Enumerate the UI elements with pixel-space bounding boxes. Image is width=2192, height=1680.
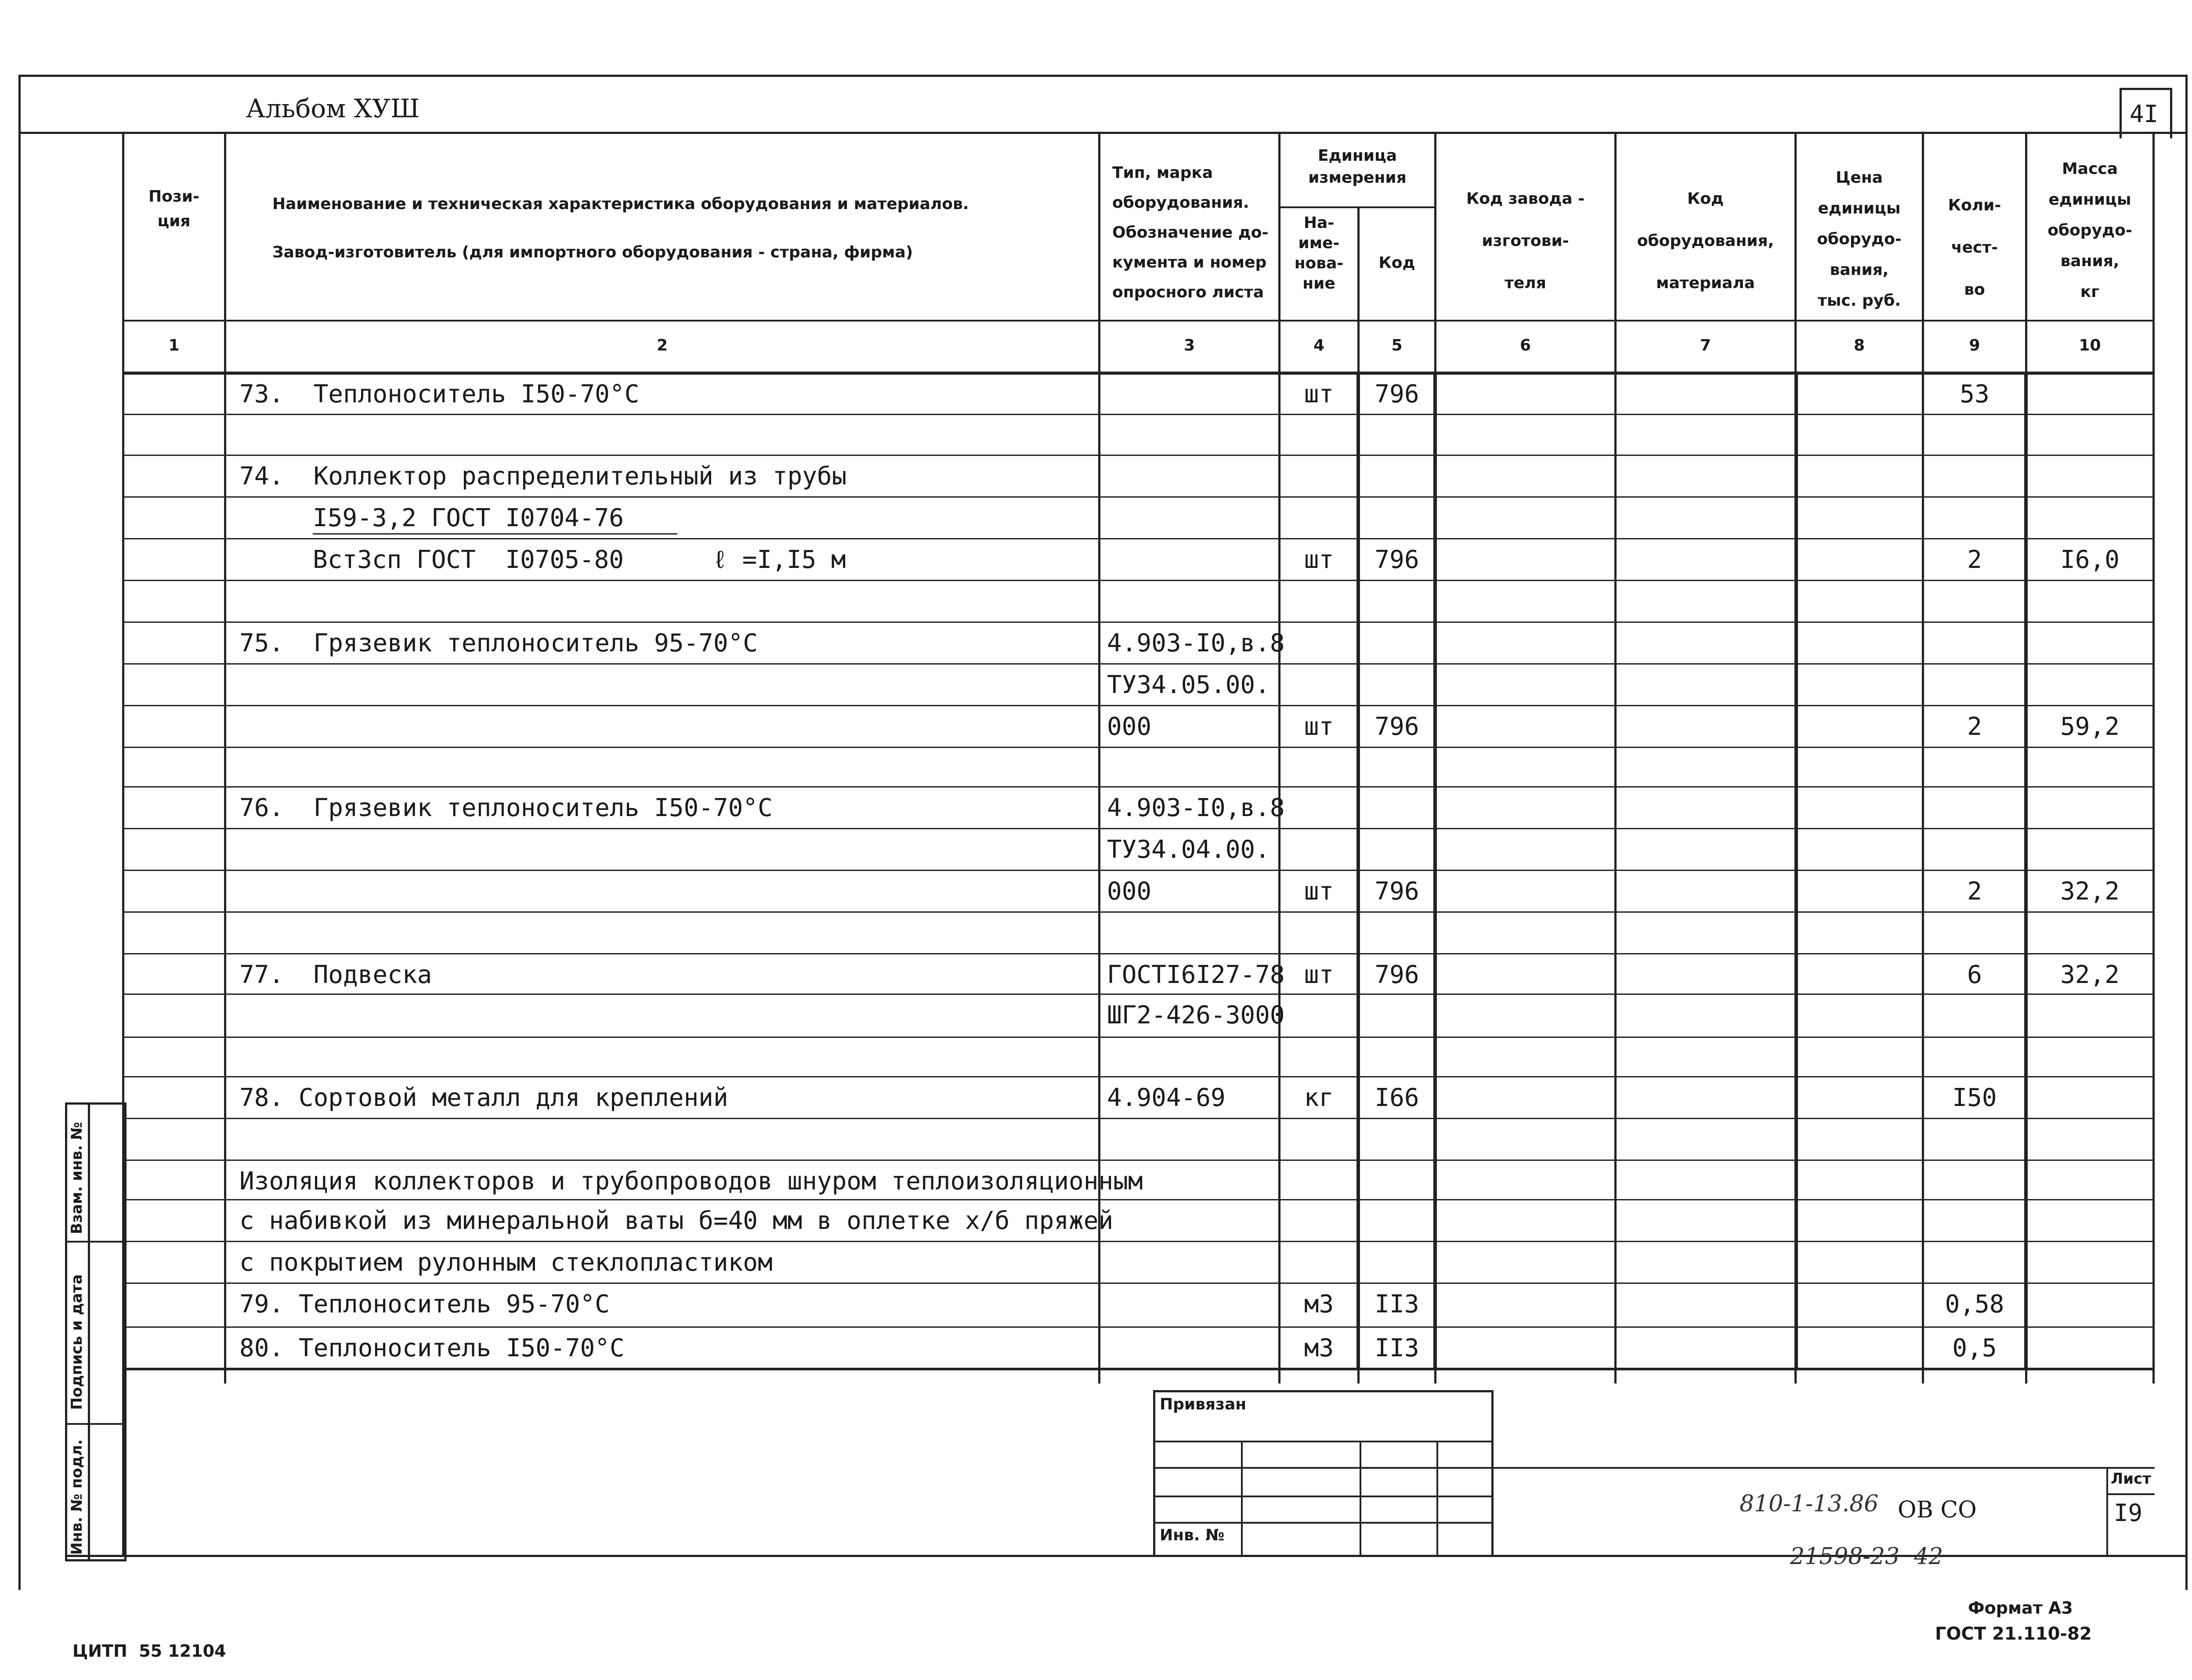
privyazan-line-2 — [1153, 1467, 1491, 1469]
row-doc: 000 — [1107, 712, 1152, 741]
row-line — [122, 621, 2155, 623]
row-name: 74. Коллектор распределительный из трубы — [239, 462, 847, 491]
sheet-label: Лист — [2111, 1470, 2151, 1488]
row-line — [122, 1118, 2155, 1119]
row-mass: 59,2 — [2060, 712, 2120, 741]
row-line — [122, 953, 2155, 954]
row-qty: 6 — [1967, 961, 1982, 989]
row-name: 77. Подвеска — [239, 961, 432, 989]
row-doc: ТУ34.05.00. — [1107, 671, 1270, 699]
row-doc: 000 — [1107, 877, 1152, 906]
item74-underline — [313, 533, 677, 535]
cipher-label: ЦИТП 55 12104 — [72, 1641, 226, 1661]
header-num-line — [122, 320, 2155, 322]
inv-no-label: Инв. № — [1160, 1526, 1225, 1544]
archive-number-handwritten: 21598-23 42 — [1790, 1543, 1943, 1570]
privyazan-line-1 — [1153, 1441, 1491, 1442]
privyazan-vline-1 — [1241, 1441, 1243, 1555]
row-line — [122, 1326, 2155, 1328]
row-code: 796 — [1375, 877, 1419, 906]
side-stamp-divider — [88, 1102, 90, 1559]
row-line — [122, 994, 2155, 995]
row-name: I59-3,2 ГОСТ I0704-76 — [313, 504, 624, 532]
top-sheet-number-box — [2120, 88, 2172, 138]
row-qty: 0,5 — [1952, 1334, 1997, 1362]
row-doc: 4.903-I0,в.8 — [1107, 629, 1285, 658]
row-line — [122, 496, 2155, 498]
row-unit: кг — [1304, 1084, 1334, 1112]
album-title: Альбом ХУШ — [246, 94, 420, 123]
stamp-right-top-line — [1489, 1467, 2155, 1469]
sheet-number: I9 — [2114, 1499, 2143, 1527]
row-doc: 4.903-I0,в.8 — [1107, 794, 1285, 822]
side-stamp-line-2 — [65, 1423, 124, 1425]
row-doc: ГОСТI6I27-78 — [1107, 961, 1285, 989]
row-line — [122, 663, 2155, 665]
row-line — [122, 455, 2155, 456]
row-mass: I6,0 — [2060, 546, 2120, 574]
col6-header: Код завода - изготови- теля — [1466, 190, 1585, 292]
unit-group-line — [1278, 206, 1436, 208]
row-unit: м3 — [1304, 1334, 1334, 1362]
row-unit: шт — [1304, 712, 1334, 741]
row-line — [122, 580, 2155, 581]
row-unit: шт — [1304, 877, 1334, 906]
row-qty: 53 — [1960, 380, 1989, 408]
frame-left-inner — [122, 1366, 124, 1557]
privyazan-line-3 — [1153, 1496, 1491, 1497]
row-qty: 0,58 — [1945, 1290, 2004, 1319]
row-line — [122, 786, 2155, 788]
row-code: I66 — [1375, 1084, 1419, 1112]
row-name: 80. Теплоноситель I50-70°С — [239, 1334, 625, 1362]
row-unit: шт — [1304, 380, 1334, 408]
side-stamp-vzam: Взам. инв. № — [68, 1122, 86, 1234]
row-qty: 2 — [1967, 877, 1982, 906]
row-qty: 2 — [1967, 546, 1982, 574]
row-line — [122, 1160, 2155, 1161]
heavy-line-qty-right — [2024, 372, 2028, 1369]
col9-num: 9 — [1969, 336, 1980, 354]
row-name: 75. Грязевик теплоноситель 95-70°С — [239, 629, 758, 658]
row-line — [122, 1283, 2155, 1284]
row-unit: м3 — [1304, 1290, 1334, 1319]
row-unit: шт — [1304, 546, 1334, 574]
privyazan-vline-2 — [1360, 1441, 1361, 1555]
col2-header: Наименование и техническая характеристика оборудования и материалов. Завод-изготовитель (для импортного оборудования - страна, фирма) — [272, 195, 969, 261]
privyazan-line-4 — [1153, 1522, 1491, 1524]
col3-num: 3 — [1183, 336, 1195, 354]
row-doc: 4.904-69 — [1107, 1084, 1226, 1112]
col10-num: 10 — [2079, 336, 2101, 354]
row-line — [122, 538, 2155, 539]
side-stamp-inv: Инв. № подл. — [68, 1439, 86, 1555]
privyazan-label: Привязан — [1160, 1395, 1247, 1413]
col8-num: 8 — [1853, 336, 1865, 354]
row-code: II3 — [1375, 1334, 1419, 1362]
row-line — [122, 870, 2155, 871]
table-bottom-line — [122, 1368, 2155, 1370]
row-qty: 2 — [1967, 712, 1982, 741]
row-line — [122, 414, 2155, 415]
col1-num: 1 — [168, 336, 180, 354]
heavy-line-qty-left — [1794, 372, 1798, 1369]
privyazan-vline-3 — [1436, 1441, 1438, 1555]
row-name: 76. Грязевик теплоноситель I50-70°С — [239, 794, 773, 822]
row-mass: 32,2 — [2060, 961, 2120, 989]
header-bottom-line — [122, 372, 2155, 375]
col5-num: 5 — [1391, 336, 1403, 354]
row-line — [122, 911, 2155, 913]
col2-num: 2 — [656, 336, 668, 354]
col9-header: Коли- чест- во — [1948, 196, 2001, 299]
row-name: Изоляция коллекторов и трубопроводов шнуром теплоизоляционным — [239, 1167, 1143, 1196]
row-name: 78. Сортовой металл для креплений — [239, 1084, 728, 1112]
col4-header: На- име- нова- ние — [1294, 214, 1344, 293]
col5-header: Код — [1378, 254, 1415, 272]
col10-header: Масса единицы оборудо- вания, кг — [2047, 160, 2132, 301]
heavy-line-code-left — [1356, 372, 1360, 1369]
row-unit: шт — [1304, 961, 1334, 989]
gost-label: ГОСТ 21.110-82 — [1935, 1624, 2092, 1644]
row-line — [122, 1241, 2155, 1242]
top-sheet-number: 4I — [2130, 100, 2159, 128]
side-stamp-line-1 — [65, 1241, 124, 1243]
row-code: 796 — [1375, 712, 1419, 741]
col7-num: 7 — [1700, 336, 1711, 354]
heavy-line-code-right — [1433, 372, 1437, 1369]
row-name: с покрытием рулонным стеклопластиком — [239, 1248, 773, 1277]
row-qty: I50 — [1952, 1084, 1997, 1112]
row-code: 796 — [1375, 961, 1419, 989]
row-mass: 32,2 — [2060, 877, 2120, 906]
col7-header: Код оборудования, материала — [1637, 190, 1774, 292]
col6-num: 6 — [1519, 336, 1531, 354]
doc-code-handwritten: 810-1-13.86 — [1740, 1491, 1879, 1517]
row-name: 73. Теплоноситель I50-70°С — [239, 380, 640, 408]
col3-header: Тип, марка оборудования. Обозначение до- кумента и номер опросного листа — [1112, 164, 1269, 301]
col4-num: 4 — [1313, 336, 1325, 354]
unit-group-header: Единица измерения — [1308, 147, 1407, 187]
row-line — [122, 1076, 2155, 1077]
row-name: с набивкой из минеральной ваты б=40 мм в оплетке х/б пряжей — [239, 1207, 1114, 1235]
col8-header: Цена единицы оборудо- вания, тыс. руб. — [1817, 169, 1902, 310]
row-code: 796 — [1375, 380, 1419, 408]
row-name: ВстЗсп ГОСТ I0705-80 ℓ =I,I5 м — [313, 546, 846, 574]
row-line — [122, 828, 2155, 829]
stamp-sheet-line — [2106, 1493, 2155, 1495]
format-label: Формат А3 — [1968, 1598, 2073, 1618]
row-doc: ТУ34.04.00. — [1107, 835, 1270, 864]
row-code: II3 — [1375, 1290, 1419, 1319]
col1-header: Пози- ция — [148, 188, 199, 230]
row-line — [122, 747, 2155, 748]
row-name: 79. Теплоноситель 95-70°С — [239, 1290, 610, 1319]
row-line — [122, 1199, 2155, 1200]
doc-code: ОВ СО — [1898, 1497, 1977, 1523]
row-line — [122, 705, 2155, 706]
side-stamp-podpis: Подпись и дата — [68, 1274, 86, 1410]
row-code: 796 — [1375, 546, 1419, 574]
stamp-sheet-vline — [2106, 1467, 2108, 1555]
row-doc: ШГ2-426-3000 — [1107, 1001, 1285, 1030]
row-line — [122, 1037, 2155, 1038]
